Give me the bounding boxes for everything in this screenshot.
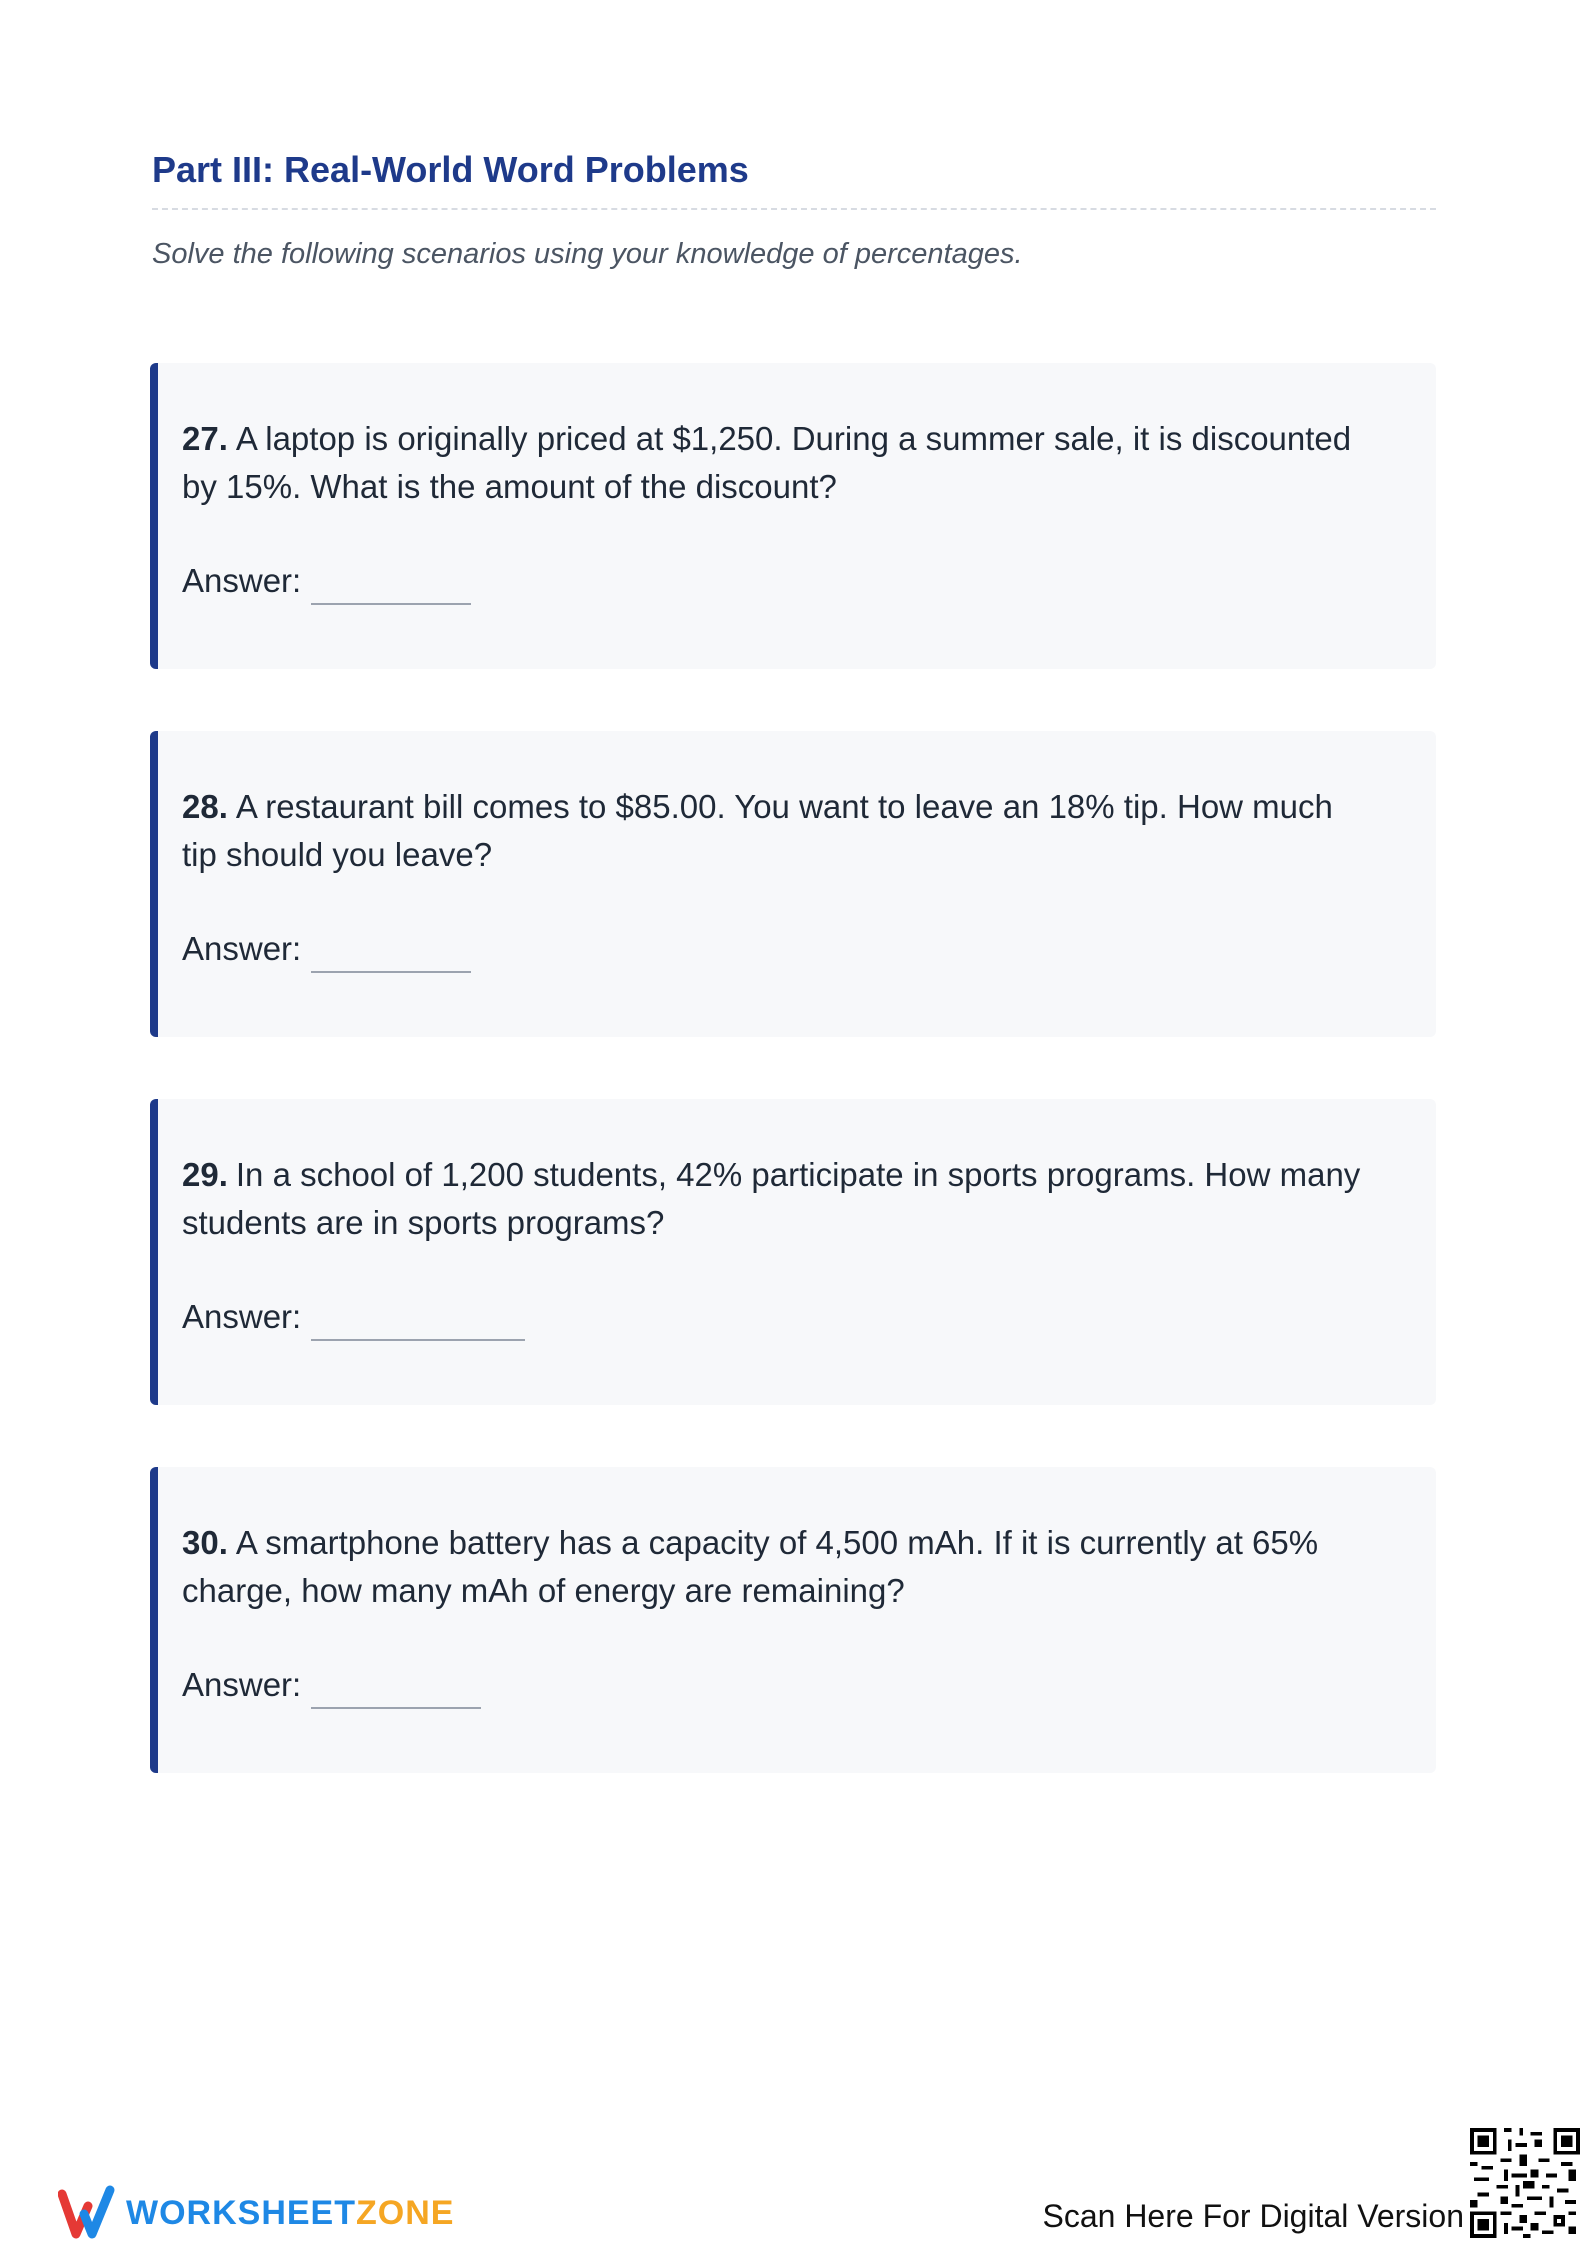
answer-row bbox=[182, 561, 1376, 601]
question-text bbox=[182, 783, 1376, 879]
question-text bbox=[182, 415, 1376, 511]
brand-name-part2: ZONE bbox=[356, 2193, 455, 2232]
answer-row bbox=[182, 929, 1376, 969]
answer-label: Answer: bbox=[182, 1298, 302, 1335]
question-number: 27. bbox=[182, 420, 228, 457]
section-instructions: Solve the following scenarios using your knowledge of percentages. bbox=[152, 238, 1023, 270]
answer-blank[interactable] bbox=[311, 1677, 481, 1709]
brand-logo[interactable] bbox=[58, 2184, 454, 2242]
brand-name bbox=[126, 2194, 454, 2233]
question-number: 28. bbox=[182, 788, 228, 825]
answer-label: Answer: bbox=[182, 1666, 302, 1703]
question-card-27 bbox=[150, 363, 1436, 669]
question-card-30 bbox=[150, 1467, 1436, 1773]
brand-name-part1: WORKSHEET bbox=[126, 2193, 356, 2232]
section-title: Part III: Real-World Word Problems bbox=[152, 149, 749, 190]
question-body: A restaurant bill comes to $85.00. You want to leave an 18% tip. How much tip should you leave? bbox=[182, 788, 1333, 873]
answer-row bbox=[182, 1665, 1376, 1705]
question-number: 30. bbox=[182, 1524, 228, 1561]
answer-row bbox=[182, 1297, 1376, 1337]
scan-caption: Scan Here For Digital Version bbox=[1042, 2198, 1464, 2234]
answer-label: Answer: bbox=[182, 930, 302, 967]
question-body: A laptop is originally priced at $1,250. During a summer sale, it is discounted by 15%. What is the amount of the discount? bbox=[182, 420, 1352, 505]
question-list bbox=[150, 363, 1436, 1835]
answer-label: Answer: bbox=[182, 562, 302, 599]
question-number: 29. bbox=[182, 1156, 228, 1193]
question-text bbox=[182, 1519, 1376, 1615]
qr-code-icon[interactable] bbox=[1470, 2128, 1580, 2238]
worksheetzone-logo-icon bbox=[58, 2184, 116, 2242]
question-text bbox=[182, 1151, 1376, 1247]
question-card-29 bbox=[150, 1099, 1436, 1405]
question-body: In a school of 1,200 students, 42% participate in sports programs. How many students are in sports programs? bbox=[182, 1156, 1361, 1241]
answer-blank[interactable] bbox=[311, 1309, 525, 1341]
answer-blank[interactable] bbox=[311, 941, 471, 973]
question-card-28 bbox=[150, 731, 1436, 1037]
answer-blank[interactable] bbox=[311, 573, 471, 605]
section-header bbox=[152, 146, 1436, 210]
question-body: A smartphone battery has a capacity of 4,500 mAh. If it is currently at 65% charge, how many mAh of energy are remaining? bbox=[182, 1524, 1319, 1609]
